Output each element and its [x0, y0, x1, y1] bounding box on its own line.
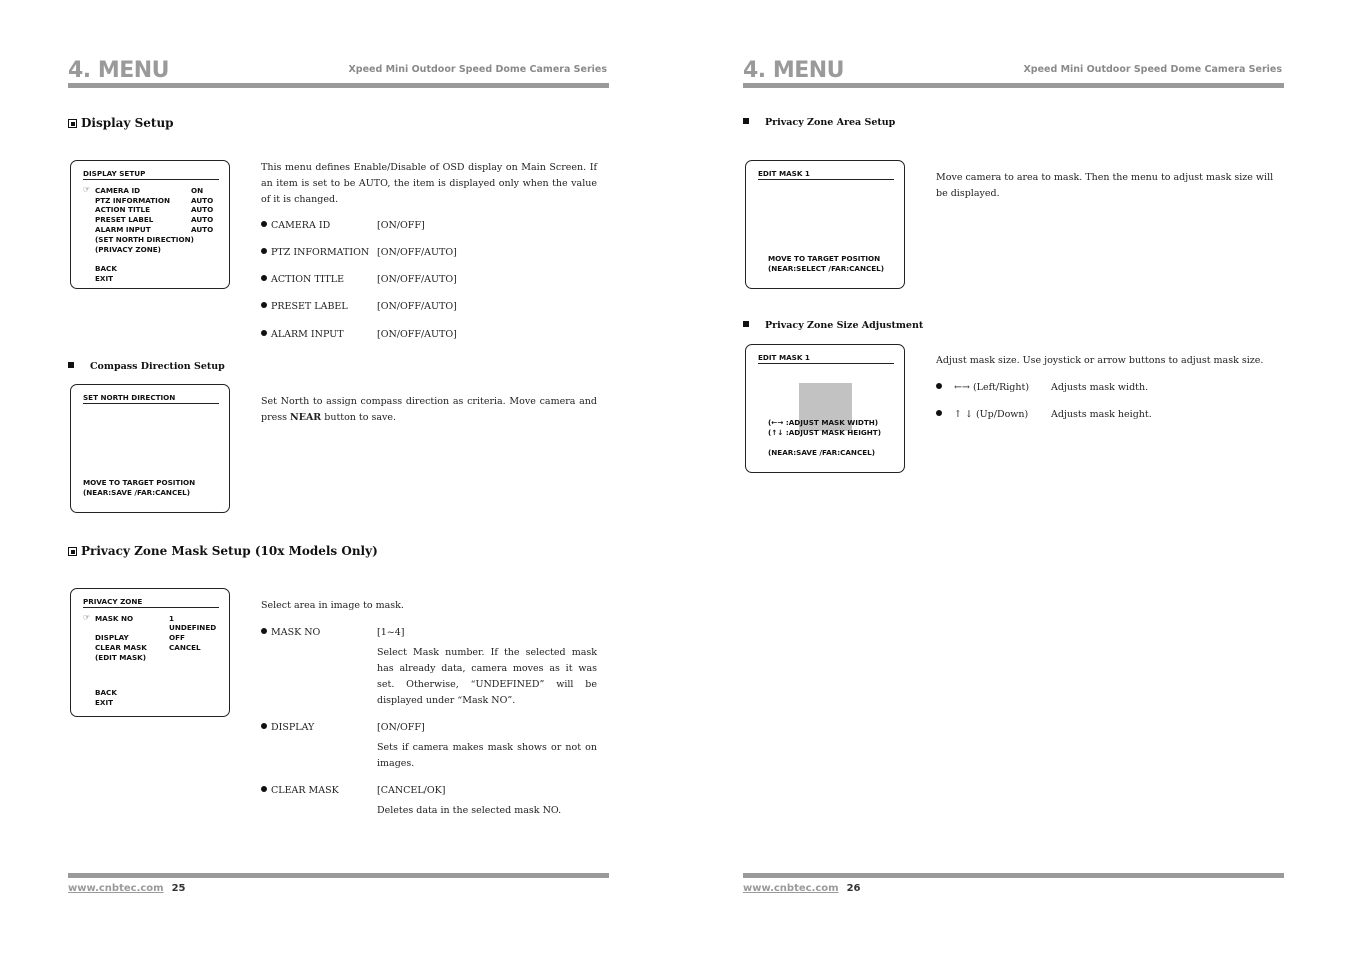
bullet-label: ←→ (Left/Right)	[936, 382, 1029, 393]
footer	[68, 883, 186, 894]
osd-message: (←→ :ADJUST MASK WIDTH)	[768, 418, 879, 427]
page-number: 25	[171, 883, 186, 894]
bullet-value: [ON/OFF/AUTO]	[377, 301, 457, 312]
osd-message: (NEAR:SELECT /FAR:CANCEL)	[768, 264, 885, 273]
filled-circle-icon	[261, 628, 267, 634]
bullet-label: ALARM INPUT	[261, 329, 344, 340]
filled-circle-icon	[261, 723, 267, 729]
compass-setup-osd	[70, 384, 230, 513]
osd-item-label: (PRIVACY ZONE)	[95, 245, 161, 254]
filled-circle-icon	[936, 410, 942, 416]
osd-message: (↑↓ :ADJUST MASK HEIGHT)	[768, 428, 881, 437]
osd-item-label: (EDIT MASK)	[95, 653, 146, 662]
pointing-hand-icon: ☞	[83, 185, 91, 194]
osd-title: SET NORTH DIRECTION	[83, 393, 219, 404]
privacy-mask-heading: Privacy Zone Mask Setup (10x Models Only)	[68, 544, 378, 558]
osd-item-label: CLEAR MASK	[95, 643, 147, 652]
osd-message: (NEAR:SAVE /FAR:CANCEL)	[83, 488, 190, 497]
filled-square-icon	[68, 362, 74, 368]
filled-square-icon	[743, 118, 749, 124]
privacy-area-heading: Privacy Zone Area Setup	[743, 117, 895, 128]
osd-item-label: PRESET LABEL	[95, 215, 154, 224]
boxed-square-icon	[68, 547, 77, 556]
bullet-label: PRESET LABEL	[261, 301, 348, 312]
boxed-square-icon	[68, 119, 77, 128]
osd-item-value: AUTO	[191, 196, 214, 205]
display-setup-osd	[70, 160, 230, 289]
osd-item-label: ALARM INPUT	[95, 225, 151, 234]
osd-item-value: ON	[191, 186, 204, 195]
osd-exit: EXIT	[95, 274, 114, 283]
filled-circle-icon	[261, 786, 267, 792]
osd-item-label: CAMERA ID	[95, 186, 141, 195]
privacy-size-description: Adjust mask size. Use joystick or arrow buttons to adjust mask size.	[936, 355, 1264, 366]
bullet-value: [ON/OFF/AUTO]	[377, 329, 457, 340]
osd-item-value: 1	[169, 614, 175, 623]
compass-setup-heading: Compass Direction Setup	[68, 361, 225, 372]
filled-circle-icon	[261, 275, 267, 281]
chapter-title: 4. MENU	[68, 58, 170, 83]
osd-item-value: CANCEL	[169, 643, 201, 652]
osd-item-value: AUTO	[191, 215, 214, 224]
edit-mask-size-osd	[745, 344, 905, 473]
bullet-value: [1~4]	[377, 627, 405, 638]
bullet-description: Select Mask number. If the selected mask has already data, camera moves as it was set. Otherwise, “UNDEFINED” will be displayed under “Mask NO”.	[377, 647, 597, 706]
bullet-label: PTZ INFORMATION	[261, 247, 369, 258]
page-26	[675, 0, 1350, 954]
osd-title: EDIT MASK 1	[758, 353, 894, 364]
osd-item-label: DISPLAY	[95, 633, 129, 642]
osd-item-value: AUTO	[191, 225, 214, 234]
osd-item-value: AUTO	[191, 205, 214, 214]
osd-title: DISPLAY SETUP	[83, 169, 219, 180]
display-setup-heading: Display Setup	[68, 116, 174, 130]
bullet-description: Adjusts mask height.	[1051, 409, 1152, 420]
osd-item-label: (SET NORTH DIRECTION)	[95, 235, 194, 244]
compass-setup-description: Set North to assign compass direction as criteria. Move camera and press NEAR button to save.	[261, 396, 597, 423]
bullet-label: CLEAR MASK	[261, 785, 339, 796]
display-setup-description: This menu defines Enable/Disable of OSD display on Main Screen. If an item is set to be AUTO, the item is displayed only when the value of it is changed.	[261, 162, 597, 205]
filled-square-icon	[743, 321, 749, 327]
privacy-zone-osd	[70, 588, 230, 717]
bullet-label: DISPLAY	[261, 722, 314, 733]
filled-circle-icon	[261, 221, 267, 227]
pointing-hand-icon: ☞	[83, 613, 91, 622]
header-rule	[68, 83, 609, 88]
bullet-label: ACTION TITLE	[261, 274, 344, 285]
bullet-value: [CANCEL/OK]	[377, 785, 446, 796]
osd-message: MOVE TO TARGET POSITION	[768, 254, 881, 263]
website-link[interactable]: www.cnbtec.com	[743, 883, 839, 894]
osd-back: BACK	[95, 688, 117, 697]
osd-title: EDIT MASK 1	[758, 169, 894, 180]
chapter-title: 4. MENU	[743, 58, 845, 83]
website-link[interactable]: www.cnbtec.com	[68, 883, 164, 894]
bullet-value: [ON/OFF/AUTO]	[377, 247, 457, 258]
bullet-description: Adjusts mask width.	[1051, 382, 1149, 393]
filled-circle-icon	[936, 383, 942, 389]
edit-mask-osd	[745, 160, 905, 289]
bullet-description: Sets if camera makes mask shows or not on images.	[377, 742, 597, 769]
osd-back: BACK	[95, 264, 117, 273]
footer-rule	[68, 873, 609, 878]
bullet-label: ↑ ↓ (Up/Down)	[936, 409, 1028, 420]
osd-item-label: ACTION TITLE	[95, 205, 151, 214]
filled-circle-icon	[261, 330, 267, 336]
privacy-mask-intro: Select area in image to mask.	[261, 600, 404, 611]
osd-title: PRIVACY ZONE	[83, 597, 219, 608]
osd-item-value: UNDEFINED	[169, 623, 217, 632]
series-title: Xpeed Mini Outdoor Speed Dome Camera Series	[1023, 64, 1282, 75]
bullet-value: [ON/OFF]	[377, 722, 425, 733]
filled-circle-icon	[261, 302, 267, 308]
series-title: Xpeed Mini Outdoor Speed Dome Camera Series	[348, 64, 607, 75]
bullet-label: MASK NO	[261, 627, 320, 638]
osd-message: (NEAR:SAVE /FAR:CANCEL)	[768, 448, 875, 457]
osd-item-label: PTZ INFORMATION	[95, 196, 170, 205]
footer	[743, 883, 861, 894]
bullet-value: [ON/OFF]	[377, 220, 425, 231]
header-rule	[743, 83, 1284, 88]
osd-exit: EXIT	[95, 698, 114, 707]
bullet-label: CAMERA ID	[261, 220, 330, 231]
osd-message: MOVE TO TARGET POSITION	[83, 478, 196, 487]
privacy-area-description: Move camera to area to mask. Then the menu to adjust mask size will be displayed.	[936, 172, 1274, 199]
bullet-value: [ON/OFF/AUTO]	[377, 274, 457, 285]
page-number: 26	[846, 883, 861, 894]
footer-rule	[743, 873, 1284, 878]
osd-item-label: MASK NO	[95, 614, 134, 623]
bullet-description: Deletes data in the selected mask NO.	[377, 805, 562, 816]
filled-circle-icon	[261, 248, 267, 254]
privacy-size-heading: Privacy Zone Size Adjustment	[743, 320, 923, 331]
osd-item-value: OFF	[169, 633, 185, 642]
